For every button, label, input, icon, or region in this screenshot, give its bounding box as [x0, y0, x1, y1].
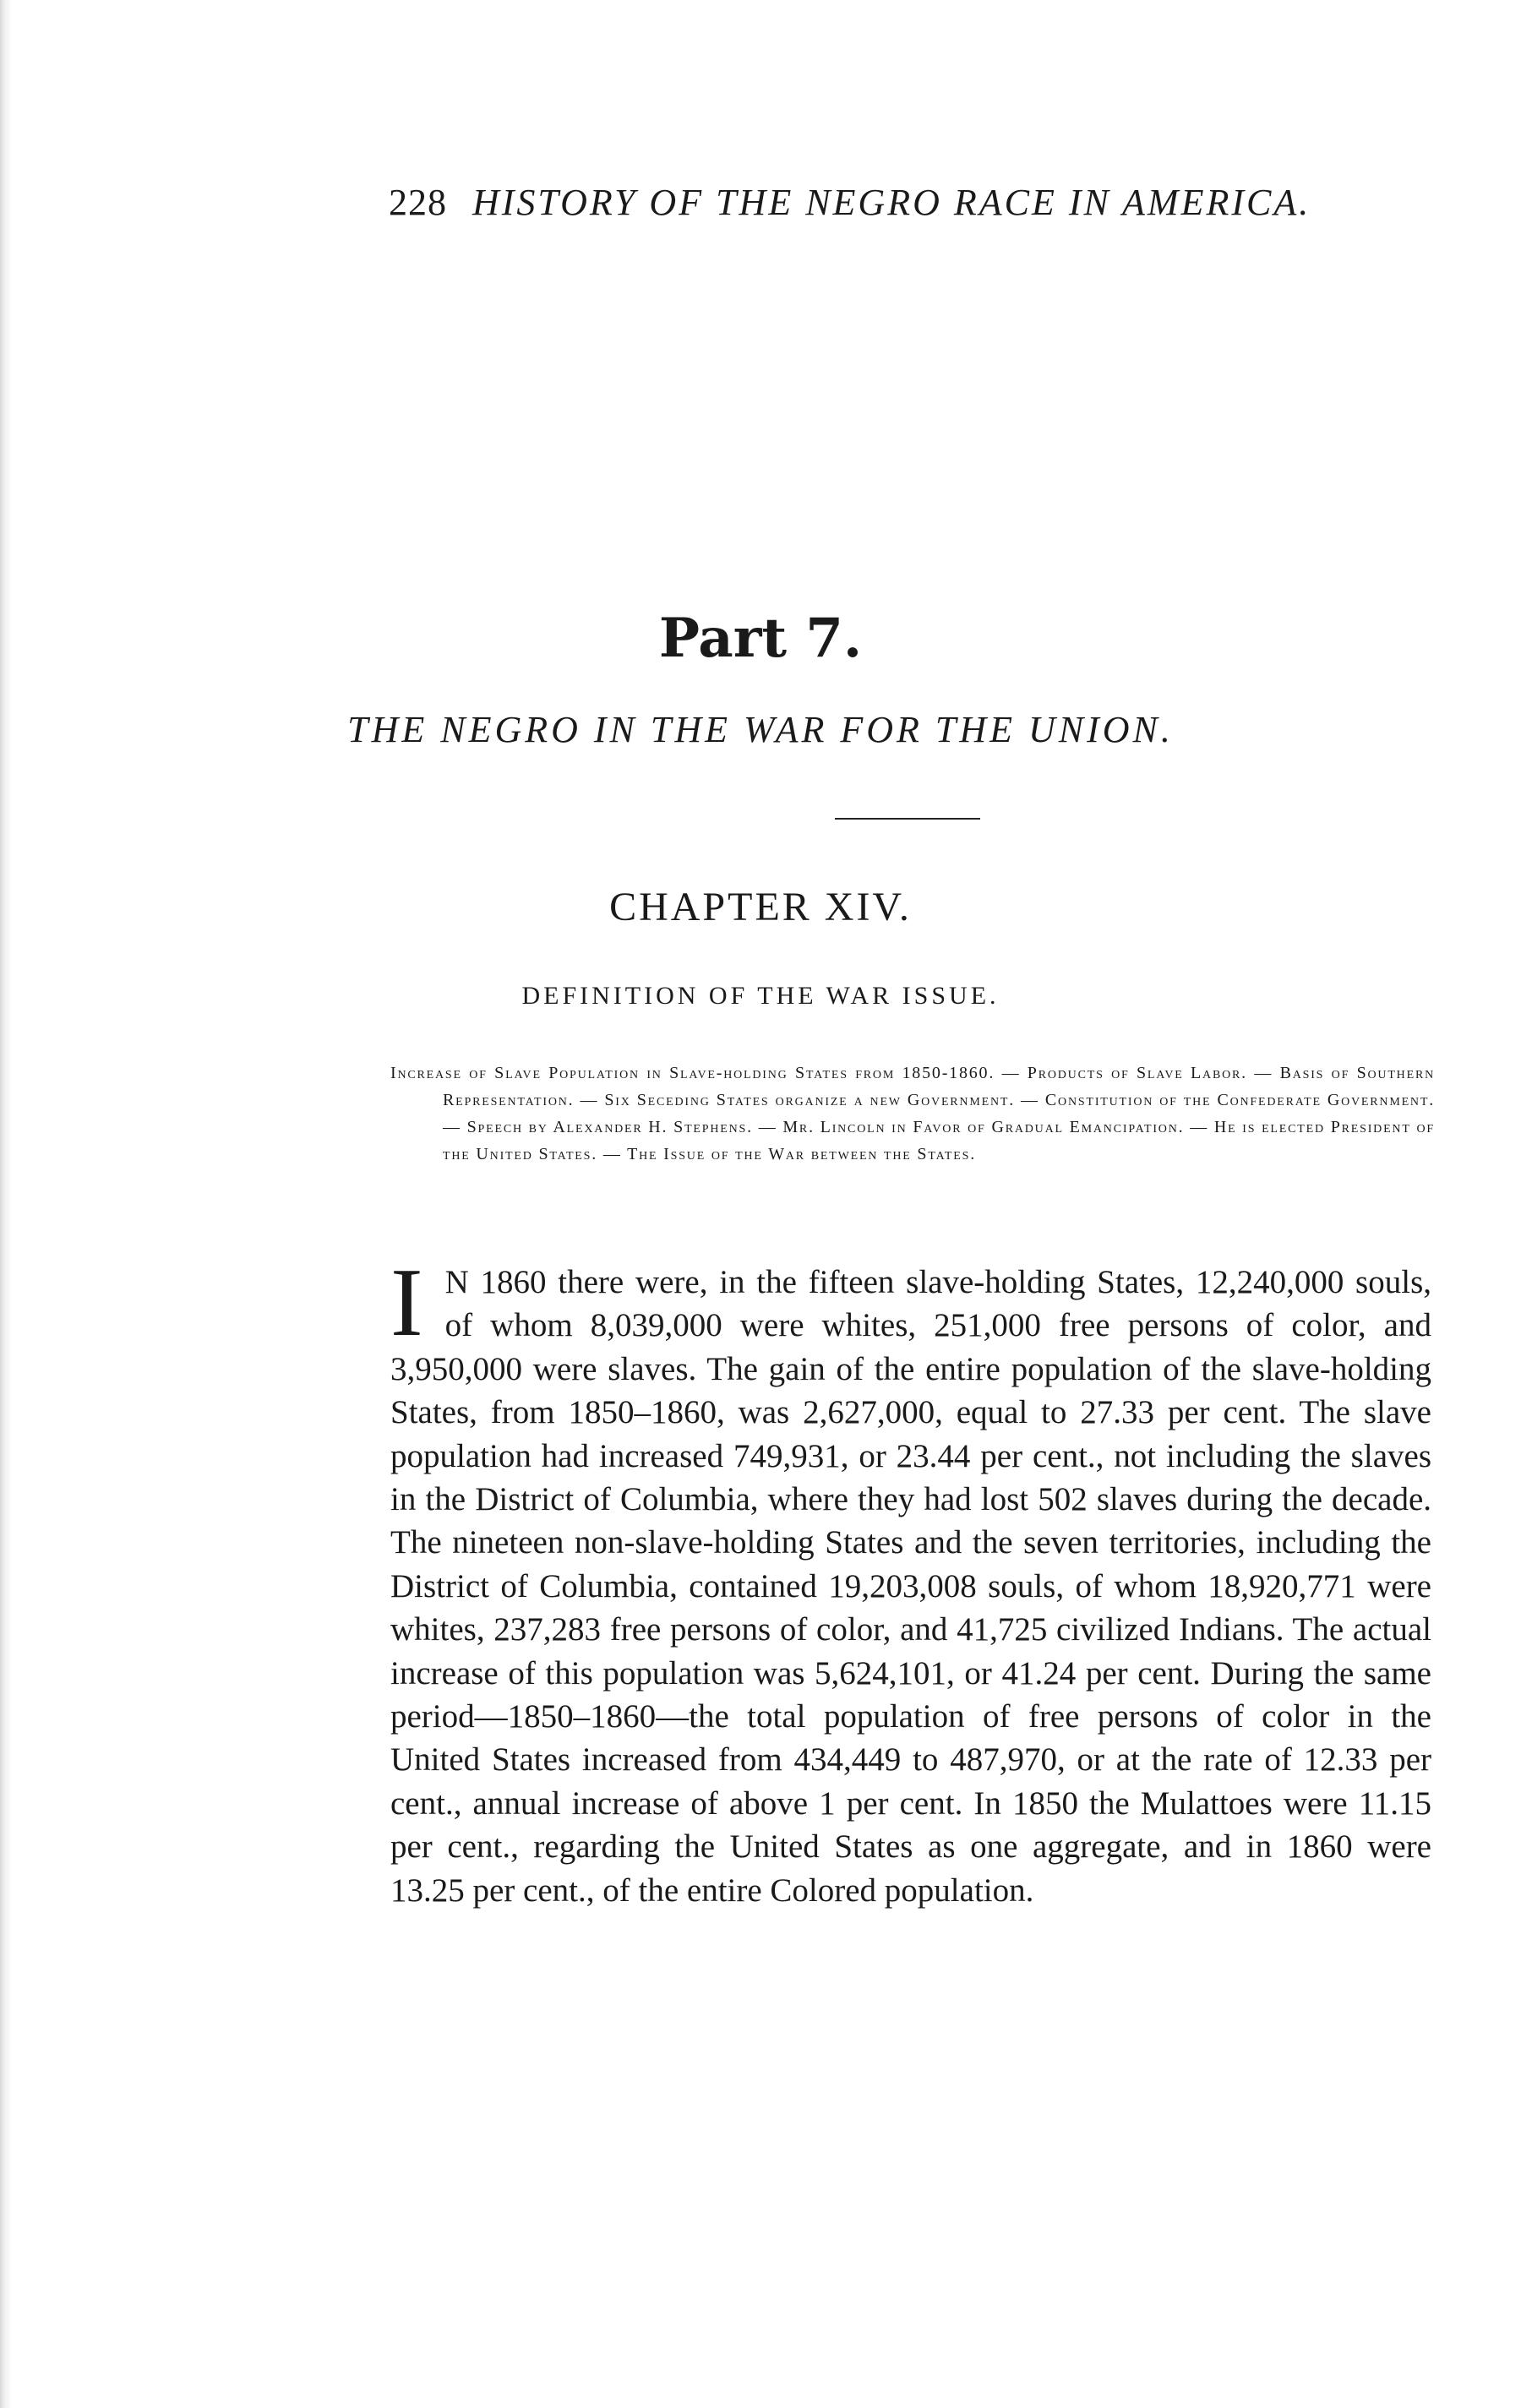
running-head [389, 181, 1420, 224]
body-paragraph [390, 1249, 1431, 1912]
chapter-title: CHAPTER XIV. [609, 885, 912, 929]
chapter-synopsis: Increase of Slave Population in Slave-holding States from 1850-1860. — Products of Slave Labor. — Basis of Southern Representation. — Six Seceding States organize a new Government. — Constitution of the Confederate Government. — Speech by Alexander H. Stephens. — Mr. Lincoln in Favor of Gradual Emancipation. — He is elected President of the United States. — The Issue of the War between the States. [390, 1064, 1435, 1163]
drop-cap: I [390, 1249, 423, 1357]
binding-edge [0, 0, 12, 2408]
body-text: N 1860 there were, in the fifteen slave-holding States, 12,240,000 souls, of whom 8,039,000 were whites, 251,000 free persons of color, and 3,950,000 were slaves. The gain of the entire population of the slave-holding States, from 1850–1860, was 2,627,000, equal to 27.33 per cent. The slave population had increased 749,931, or 23.44 per cent., not including the slaves in the District of Columbia, where they had lost 502 slaves during the decade. The nineteen non-slave-holding States and the seven territories, including the District of Columbia, contained 19,203,008 souls, of whom 18,920,771 were whites, 237,283 free persons of color, and 41,725 civilized Indians. The actual increase of this population was 5,624,101, or 41.24 per cent. During the same period—1850–1860—the total population of free persons of color in the United States increased from 434,449 to 487,970, or at the rate of 12.33 per cent., annual increase of above 1 per cent. In 1850 the Mulattoes were 11.15 per cent., regarding the United States as one aggregate, and in 1860 were 13.25 per cent., of the entire Colored population. [390, 1264, 1431, 1909]
page-number: 228 [389, 182, 447, 223]
book-title: HISTORY OF THE NEGRO RACE IN AMERICA. [472, 182, 1311, 223]
divider-rule [835, 818, 980, 820]
part-subtitle: THE NEGRO IN THE WAR FOR THE UNION. [347, 709, 1174, 750]
part-heading: Part 7. [658, 607, 863, 670]
chapter-subtitle: DEFINITION OF THE WAR ISSUE. [521, 982, 1000, 1010]
